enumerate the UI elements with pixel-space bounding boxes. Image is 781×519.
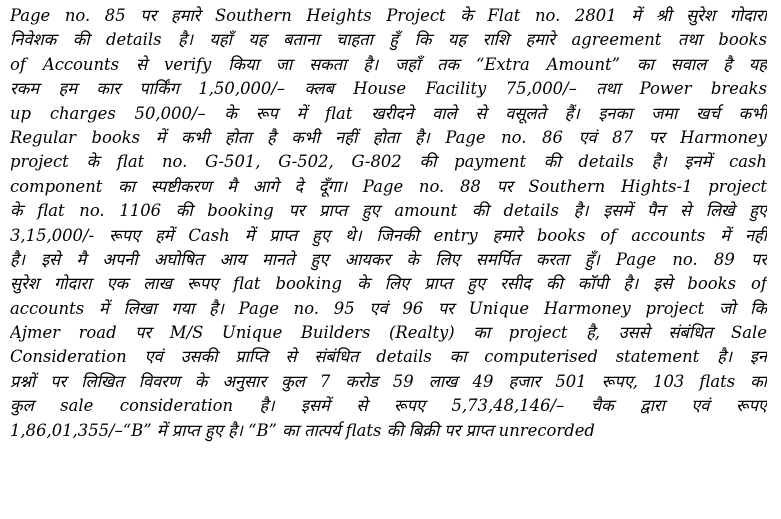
text-line-8: component का स्पष्टीकरण मै आगे दे दूँगा। Page no. 88 पर Southern Hights-1 project — [10, 176, 767, 196]
text-line-1: Page no. 85 पर हमारे Southern Heights Project के Flat no. 2801 में श्री सुरेश गोदारा — [10, 6, 767, 25]
text-line-14: Ajmer road पर M/S Unique Builders (Realty) का project है, उससे संबंधित Sale — [10, 323, 767, 343]
text-line-17: कुल sale consideration है। इसमें से रूपए 5,73,48,146/– चैक द्वारा एवं रूपए — [10, 396, 767, 416]
text-line-16: प्रश्नों पर लिखित विवरण के अनुसार कुल 7 करोड 59 लाख 49 हजार 501 रूपए, 103 flats का — [10, 371, 767, 391]
text-line-12: सुरेश गोदारा एक लाख रूपए flat booking के लिए प्राप्त हुए रसीद की कॉपी है। इसे books of — [10, 274, 767, 294]
text-line-13: accounts में लिखा गया है। Page no. 95 एवं 96 पर Unique Harmoney project जो कि — [10, 298, 767, 318]
text-line-5: up charges 50,000/– के रूप में flat खरीदने वाले से वसूलते हैं। इनका जमा खर्च कभी — [10, 103, 767, 123]
text-line-15: Consideration एवं उसकी प्राप्ति से संबंधित details का computerised statement है। इन — [10, 347, 767, 367]
text-line-6: Regular books में कभी होता है कभी नहीं होता है। Page no. 86 एवं 87 पर Harmoney — [10, 127, 767, 147]
text-line-9: के flat no. 1106 की booking पर प्राप्त हुए amount की details है। इसमें पैन से लिखे हुए — [10, 201, 767, 221]
text-line-18: 1,86,01,355/–“B” में प्राप्त हुए है। “B” का तात्पर्य flats की बिक्री पर प्राप्त unrecorded — [10, 420, 595, 440]
text-line-7: project के flat no. G-501, G-502, G-802 की payment की details है। इनमें cash — [10, 152, 767, 172]
text-line-4: रकम हम कार पार्किंग 1,50,000/– क्लब House Facility 75,000/– तथा Power breaks — [10, 79, 767, 99]
text-line-11: है। इसे मै अपनी अघोषित आय मानते हुए आयकर के लिए समर्पित करता हुँ। Page no. 89 पर — [10, 249, 767, 269]
text-line-2: निवेशक की details है। यहाँ यह बताना चाहता हुँ कि यह राशि हमारे agreement तथा books — [10, 30, 767, 50]
text-line-10: 3,15,000/- रूपए हमें Cash में प्राप्त हुए थे। जिनकी entry हमारे books of accounts में नहीं — [10, 225, 767, 245]
text-line-3: of Accounts से verify किया जा सकता है। जहाँ तक “Extra Amount” का सवाल है यह — [10, 54, 767, 74]
